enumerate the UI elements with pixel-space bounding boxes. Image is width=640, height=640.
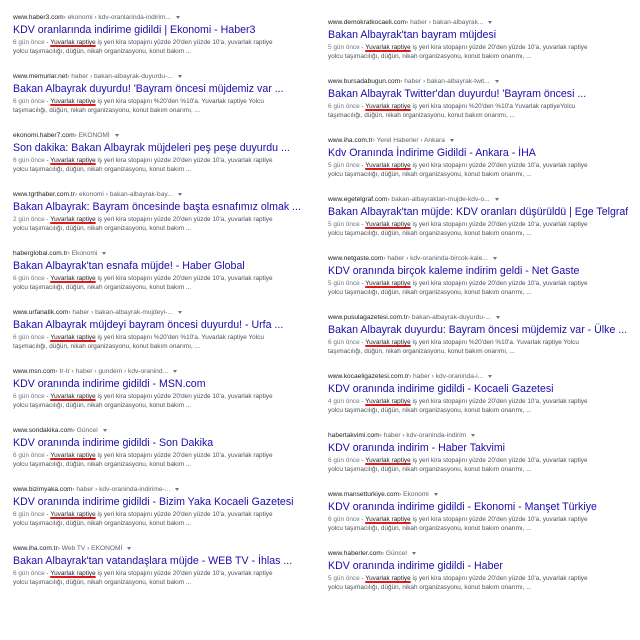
result-snippet: [328, 456, 628, 475]
snippet-line-2: taşımacılığı, düğün, nikah organizasyonu, konut bakım onarımı, ...: [328, 112, 515, 120]
highlighted-keyword: Yuvarlak raptiye: [365, 339, 411, 346]
result-url[interactable]: [13, 131, 309, 140]
search-result: [13, 485, 309, 529]
result-breadcrumb: › Yerel Haberler › Ankara: [372, 137, 445, 144]
result-date: 6 gün önce: [328, 339, 360, 346]
result-breadcrumb: › haber › bakan-albayrak-twit...: [400, 78, 490, 85]
result-snippet: [328, 102, 628, 121]
caret-down-icon[interactable]: [488, 375, 492, 378]
snippet-text: iş yeri kira stopajını yüzde 20'den yüzde 10'a, yuvarlak raptiye: [95, 511, 273, 518]
result-title-link[interactable]: Bakan Albayrak'tan esnafa müjde! - Haber Global: [13, 260, 245, 272]
result-snippet: [328, 574, 628, 593]
search-result: [328, 431, 628, 475]
search-result: [13, 13, 309, 57]
result-title-link[interactable]: KDV oranında indirime gidildi - Ekonomi - Manşet Türkiye: [328, 501, 597, 513]
snippet-dash: -: [44, 393, 51, 400]
highlighted-keyword: Yuvarlak raptiye: [365, 103, 411, 110]
snippet-text: iş yeri kira stopajını yüzde 20'den yüzde 10'a, yuvarlak raptiye: [95, 452, 273, 459]
search-result: [328, 372, 628, 416]
result-date: 6 gün önce: [13, 334, 45, 341]
result-breadcrumb: › Ekonomi: [399, 491, 429, 498]
highlighted-keyword: Yuvarlak raptiye: [50, 511, 96, 518]
result-breadcrumb: › haber › kdv-oraninda-bircok-kale...: [383, 255, 488, 262]
result-domain: www.iha.com.tr: [328, 137, 373, 144]
caret-down-icon[interactable]: [495, 198, 499, 201]
snippet-dash: -: [44, 570, 51, 577]
result-title-link[interactable]: Son dakika: Bakan Albayrak müjdeleri peş peşe duyurdu ...: [13, 142, 290, 154]
highlighted-keyword: Yuvarlak raptiye: [50, 334, 96, 341]
highlighted-keyword: Yuvarlak raptiye: [50, 157, 96, 164]
snippet-text: iş yeri kira stopajını yüzde 20'den yüzde 10'a, yuvarlak raptiye: [410, 221, 588, 228]
snippet-line-2: yolcu taşımacılığı, düğün, nikah organizasyonu, konut bakım ...: [13, 461, 192, 469]
snippet-line-2: yolcu taşımacılığı, düğün, nikah organizasyonu, konut bakım onarımı, ...: [328, 584, 532, 592]
search-result: [328, 313, 628, 357]
result-breadcrumb: › bakan-albayraktan-mujde-kdv-o...: [387, 196, 490, 203]
snippet-line-2: yolcu taşımacılığı, düğün, nikah organizasyonu, konut bakım onarımı, ...: [328, 407, 532, 415]
result-url[interactable]: [13, 367, 309, 376]
highlighted-keyword: Yuvarlak raptiye: [365, 44, 411, 51]
snippet-line-1: [328, 43, 628, 52]
snippet-text: iş yeri kira stopajını %20'den %10'a. Yuvarlak raptiye Yolcu: [410, 339, 579, 346]
snippet-text: iş yeri kira stopajını yüzde 20'den yüzde 10'a, yuvarlak raptiye: [95, 216, 273, 223]
highlighted-keyword: Yuvarlak raptiye: [365, 221, 411, 228]
result-title-link[interactable]: Bakan Albayrak Twitter'dan duyurdu! 'Bayram öncesi ...: [328, 88, 587, 100]
search-result: [13, 367, 309, 411]
result-url[interactable]: [13, 72, 309, 81]
result-title-link[interactable]: KDV oranında indirim - Haber Takvimi: [328, 442, 506, 454]
highlighted-keyword: Yuvarlak raptiye: [50, 570, 96, 577]
search-result: [328, 18, 628, 62]
snippet-text: iş yeri kira stopajını yüzde 20'den yüzde 10'a, yuvarlak raptiye: [410, 575, 588, 582]
result-url[interactable]: [13, 544, 309, 553]
result-snippet: [13, 97, 309, 116]
highlighted-keyword: Yuvarlak raptiye: [365, 280, 411, 287]
result-snippet: [328, 397, 628, 416]
snippet-line-1: [13, 392, 309, 401]
search-result: [13, 249, 309, 293]
result-title-link[interactable]: KDV oranında indirime gidildi - Son Dakika: [13, 437, 214, 449]
snippet-dash: -: [359, 162, 366, 169]
result-domain: www.mansetturkiye.com: [328, 491, 400, 498]
result-domain: www.urfanatik.com: [13, 309, 69, 316]
result-title-link[interactable]: Bakan Albayrak duyurdu! 'Bayram öncesi müjdemiz var ...: [13, 83, 284, 95]
result-title-link[interactable]: Bakan Albayrak'tan müjde: KDV oranları düşürüldü | Ege Telgraf: [328, 206, 628, 218]
search-result: [328, 195, 628, 239]
highlighted-keyword: Yuvarlak raptiye: [50, 216, 96, 223]
snippet-dash: -: [44, 334, 51, 341]
result-snippet: [13, 510, 309, 529]
result-breadcrumb: › Güncel: [381, 550, 407, 557]
snippet-line-2: yolcu taşımacılığı, düğün, nikah organizasyonu, konut bakım onarımı, ...: [328, 171, 532, 179]
caret-down-icon[interactable]: [178, 311, 182, 314]
search-result: [13, 190, 309, 234]
caret-down-icon[interactable]: [178, 193, 182, 196]
result-snippet: [328, 220, 628, 239]
result-date: 5 gün önce: [328, 221, 360, 228]
result-url[interactable]: [13, 485, 309, 494]
result-date: 6 gün önce: [13, 157, 45, 164]
result-domain: www.haber3.com: [13, 14, 64, 21]
highlighted-keyword: Yuvarlak raptiye: [365, 575, 411, 582]
snippet-line-1: [328, 456, 628, 465]
caret-down-icon[interactable]: [434, 493, 438, 496]
snippet-line-1: [13, 510, 309, 519]
snippet-line-1: [328, 220, 628, 229]
result-domain: www.msn.com: [13, 368, 56, 375]
result-snippet: [13, 569, 309, 588]
snippet-text: iş yeri kira stopajını yüzde 20'den yüzde 10'a, yuvarlak raptiye: [410, 280, 588, 287]
snippet-line-2: taşımacılığı, düğün, nikah organizasyonu, konut bakım onarımı, ...: [13, 107, 200, 115]
result-url[interactable]: [328, 18, 628, 27]
highlighted-keyword: Yuvarlak raptiye: [50, 98, 96, 105]
result-title-link[interactable]: Bakan Albayrak'tan vatandaşlara müjde - WEB TV - İhlas ...: [13, 555, 293, 567]
result-domain: haberglobal.com.tr: [13, 250, 68, 257]
caret-down-icon[interactable]: [102, 252, 106, 255]
snippet-line-1: [328, 338, 628, 347]
result-domain: habertakvimi.com: [328, 432, 380, 439]
result-url[interactable]: [13, 190, 309, 199]
result-snippet: [328, 338, 628, 357]
caret-down-icon[interactable]: [127, 547, 131, 550]
snippet-text: iş yeri kira stopajını yüzde 20'den yüzde 10'a, yuvarlak raptiye: [95, 570, 273, 577]
snippet-line-2: taşımacılığı, düğün, nikah organizasyonu, konut bakım onarımı, ...: [13, 343, 200, 351]
search-result: [328, 490, 628, 534]
snippet-text: iş yeri kira stopajını yüzde 20'den yüzde 10'a, yuvarlak raptiye: [410, 44, 588, 51]
caret-down-icon[interactable]: [103, 429, 107, 432]
result-domain: www.bizimyaka.com: [13, 486, 73, 493]
snippet-line-1: [13, 97, 309, 106]
snippet-dash: -: [359, 516, 366, 523]
snippet-text: iş yeri kira stopajını yüzde 20'den yüzde 10'a, yuvarlak raptiye: [95, 275, 273, 282]
result-date: 6 gün önce: [13, 98, 45, 105]
caret-down-icon[interactable]: [176, 16, 180, 19]
result-breadcrumb: › haber › bakan-albayrak-duyurdu-...: [67, 73, 173, 80]
result-url[interactable]: [328, 313, 628, 322]
snippet-line-2: yolcu taşımacılığı, düğün, nikah organizasyonu, konut bakım onarımı, ...: [328, 525, 532, 533]
result-breadcrumb: › haber › bakan-albayrak-mujdeyi-...: [68, 309, 173, 316]
caret-down-icon[interactable]: [115, 134, 119, 137]
snippet-dash: -: [359, 339, 366, 346]
caret-down-icon[interactable]: [496, 316, 500, 319]
result-title-link[interactable]: Bakan Albayrak duyurdu: Bayram öncesi müjdemiz var - Ülke ...: [328, 324, 628, 336]
result-snippet: [13, 451, 309, 470]
result-date: 6 gün önce: [13, 452, 45, 459]
snippet-text: iş yeri kira stopajını yüzde 20'den yüzde 10'a, yuvarlak raptiye: [410, 162, 588, 169]
snippet-line-2: yolcu taşımacılığı, düğün, nikah organizasyonu, konut bakım ...: [13, 520, 192, 528]
result-breadcrumb: › bakan-albayrak-duyurdu-...: [407, 314, 491, 321]
snippet-dash: -: [44, 157, 51, 164]
caret-down-icon[interactable]: [412, 552, 416, 555]
snippet-line-2: yolcu taşımacılığı, düğün, nikah organizasyonu, konut bakım ...: [13, 579, 192, 587]
result-title-link[interactable]: Bakan Albayrak müjdeyi bayram öncesi duyurdu! - Urfa ...: [13, 319, 284, 331]
result-url[interactable]: [328, 195, 628, 204]
caret-down-icon[interactable]: [493, 257, 497, 260]
result-url[interactable]: [328, 77, 628, 86]
snippet-line-1: [328, 279, 628, 288]
result-title-link[interactable]: Kdv Oranında İndirime Gidildi - Ankara - İHA: [328, 147, 536, 159]
result-url[interactable]: [328, 372, 628, 381]
snippet-text: iş yeri kira stopajını yüzde 20'den yüzde 10'a, yuvarlak raptiye: [410, 516, 588, 523]
snippet-line-2: yolcu taşımacılığı, düğün, nikah organizasyonu, konut bakım ...: [13, 402, 192, 410]
snippet-line-2: yolcu taşımacılığı, düğün, nikah organizasyonu, konut bakım onarımı, ...: [328, 289, 532, 297]
result-domain: www.haberler.com: [328, 550, 382, 557]
snippet-dash: -: [44, 39, 51, 46]
caret-down-icon[interactable]: [495, 80, 499, 83]
result-url[interactable]: [328, 431, 628, 440]
snippet-dash: -: [359, 221, 366, 228]
result-breadcrumb: › haber › kdv-oraninda-indirim: [379, 432, 467, 439]
caret-down-icon[interactable]: [173, 370, 177, 373]
result-date: 5 gün önce: [328, 162, 360, 169]
snippet-line-2: yolcu taşımacılığı, düğün, nikah organizasyonu, konut bakım ...: [13, 284, 192, 292]
snippet-dash: -: [359, 457, 366, 464]
result-url[interactable]: [328, 254, 628, 263]
result-title-link[interactable]: KDV oranlarında indirime gidildi | Ekonomi - Haber3: [13, 24, 256, 36]
result-url[interactable]: [328, 549, 628, 558]
snippet-line-1: [13, 274, 309, 283]
result-domain: www.kocaeligazetesi.com.tr: [328, 373, 409, 380]
snippet-line-1: [328, 574, 628, 583]
result-date: 6 gün önce: [13, 511, 45, 518]
search-result: [13, 426, 309, 470]
result-breadcrumb: › ekonomi › bakan-albayrak-bay...: [74, 191, 173, 198]
search-result: [13, 72, 309, 116]
snippet-line-2: yolcu taşımacılığı, düğün, nikah organizasyonu, konut bakım onarımı, ...: [328, 230, 532, 238]
snippet-line-1: [13, 451, 309, 460]
snippet-line-1: [13, 333, 309, 342]
result-domain: www.bursadabugun.com: [328, 78, 401, 85]
snippet-dash: -: [44, 98, 51, 105]
caret-down-icon[interactable]: [178, 75, 182, 78]
result-breadcrumb: › tr-tr › haber › gundem › kdv-oranind...: [55, 368, 168, 375]
search-result: [328, 549, 628, 593]
result-title-link[interactable]: KDV oranında indirime gidildi - MSN.com: [13, 378, 206, 390]
result-snippet: [13, 392, 309, 411]
result-snippet: [13, 156, 309, 175]
caret-down-icon[interactable]: [450, 139, 454, 142]
snippet-text: iş yeri kira stopajını yüzde 20'den yüzde 10'a, yuvarlak raptiye: [410, 398, 588, 405]
result-domain: www.iha.com.tr: [13, 545, 58, 552]
result-breadcrumb: › Güncel: [72, 427, 98, 434]
result-domain: www.tgrthaber.com.tr: [13, 191, 75, 198]
snippet-line-2: yolcu taşımacılığı, düğün, nikah organizasyonu, konut bakım ...: [13, 225, 192, 233]
result-url[interactable]: [328, 136, 628, 145]
result-date: 2 gün önce: [13, 216, 45, 223]
result-date: 6 gün önce: [328, 516, 360, 523]
highlighted-keyword: Yuvarlak raptiye: [50, 393, 96, 400]
result-breadcrumb: › EKONOMİ: [74, 132, 110, 139]
snippet-line-1: [13, 38, 309, 47]
caret-down-icon[interactable]: [471, 434, 475, 437]
result-title-link[interactable]: Bakan Albayrak'tan bayram müjdesi: [328, 29, 497, 41]
snippet-line-2: taşımacılığı, düğün, nikah organizasyonu, konut bakım onarımı, ...: [328, 348, 515, 356]
snippet-line-2: yolcu taşımacılığı, düğün, nikah organizasyonu, konut bakım onarımı, ...: [328, 53, 532, 61]
snippet-dash: -: [359, 44, 366, 51]
search-result: [13, 544, 309, 588]
result-snippet: [13, 333, 309, 352]
result-breadcrumb: › ekonomi › kdv-oranlarinda-indirim...: [63, 14, 171, 21]
result-snippet: [13, 38, 309, 57]
result-snippet: [328, 515, 628, 534]
result-title-link[interactable]: KDV oranında indirime gidildi - Bizim Yaka Kocaeli Gazetesi: [13, 496, 294, 508]
result-domain: ekonomi.haber7.com: [13, 132, 75, 139]
snippet-line-1: [13, 215, 309, 224]
snippet-line-1: [328, 515, 628, 524]
caret-down-icon[interactable]: [175, 488, 179, 491]
highlighted-keyword: Yuvarlak raptiye: [50, 275, 96, 282]
result-date: 5 gün önce: [328, 575, 360, 582]
snippet-text: iş yeri kira stopajını yüzde 20'den yüzde 10'a, yuvarlak raptiye: [410, 457, 588, 464]
result-breadcrumb: › haber › bakan-albayrak...: [406, 19, 484, 26]
search-result: [13, 131, 309, 175]
snippet-line-1: [328, 102, 628, 111]
result-domain: www.demokratkocaeli.com: [328, 19, 407, 26]
result-date: 6 gün önce: [13, 39, 45, 46]
snippet-dash: -: [44, 275, 51, 282]
snippet-text: iş yeri kira stopajını yüzde 20'den yüzde 10'a, yuvarlak raptiye: [95, 393, 273, 400]
snippet-line-2: yolcu taşımacılığı, düğün, nikah organizasyonu, konut bakım onarımı, ...: [328, 466, 532, 474]
result-url[interactable]: [13, 249, 309, 258]
snippet-line-1: [13, 569, 309, 578]
snippet-text: iş yeri kira stopajını %20'den %10'a Yuvarlak raptiyeYolcu: [410, 103, 576, 110]
search-result: [328, 77, 628, 121]
snippet-dash: -: [44, 511, 51, 518]
snippet-dash: -: [359, 575, 366, 582]
result-title-link[interactable]: Bakan Albayrak: Bayram öncesinde başta esnafımız olmak ...: [13, 201, 301, 213]
result-date: 6 gün önce: [13, 570, 45, 577]
result-url[interactable]: [13, 308, 309, 317]
highlighted-keyword: Yuvarlak raptiye: [365, 516, 411, 523]
snippet-dash: -: [44, 452, 51, 459]
snippet-line-2: yolcu taşımacılığı, düğün, nikah organizasyonu, konut bakım ...: [13, 48, 192, 56]
search-result: [328, 254, 628, 298]
snippet-text: iş yeri kira stopajını yüzde 20'den yüzde 10'a, yuvarlak raptiye: [95, 157, 273, 164]
snippet-dash: -: [359, 280, 366, 287]
snippet-line-1: [328, 161, 628, 170]
highlighted-keyword: Yuvarlak raptiye: [365, 457, 411, 464]
snippet-text: iş yeri kira stopajını yüzde 20'den yüzde 10'a, yuvarlak raptiye: [95, 39, 273, 46]
result-domain: www.netgaste.com: [328, 255, 384, 262]
result-breadcrumb: › Web TV › EKONOMİ: [57, 545, 123, 552]
result-date: 5 gün önce: [328, 280, 360, 287]
search-result: [13, 308, 309, 352]
result-snippet: [328, 161, 628, 180]
result-date: 6 gün önce: [13, 275, 45, 282]
result-date: 6 gün önce: [13, 393, 45, 400]
result-date: 4 gün önce: [328, 398, 360, 405]
result-breadcrumb: › haber › kdv-oraninda-i...: [409, 373, 484, 380]
result-domain: www.sondakika.com: [13, 427, 73, 434]
snippet-line-1: [13, 156, 309, 165]
result-snippet: [13, 274, 309, 293]
snippet-dash: -: [44, 216, 51, 223]
result-snippet: [13, 215, 309, 234]
result-title-link[interactable]: KDV oranında indirime gidildi - Kocaeli Gazetesi: [328, 383, 554, 395]
result-snippet: [328, 279, 628, 298]
result-url[interactable]: [328, 490, 628, 499]
result-date: 6 gün önce: [328, 103, 360, 110]
highlighted-keyword: Yuvarlak raptiye: [50, 39, 96, 46]
result-url[interactable]: [13, 13, 309, 22]
snippet-line-1: [328, 397, 628, 406]
highlighted-keyword: Yuvarlak raptiye: [365, 398, 411, 405]
snippet-dash: -: [359, 398, 366, 405]
result-breadcrumb: › Ekonomi: [67, 250, 98, 257]
result-date: 5 gün önce: [328, 44, 360, 51]
snippet-dash: -: [359, 103, 366, 110]
snippet-line-2: yolcu taşımacılığı, düğün, nikah organizasyonu, konut bakım ...: [13, 166, 192, 174]
result-domain: www.memurlar.net: [13, 73, 68, 80]
result-domain: www.egetelgraf.com: [328, 196, 388, 203]
result-date: 6 gün önce: [328, 457, 360, 464]
highlighted-keyword: Yuvarlak raptiye: [365, 162, 411, 169]
search-result: [328, 136, 628, 180]
result-snippet: [328, 43, 628, 62]
result-url[interactable]: [13, 426, 309, 435]
caret-down-icon[interactable]: [488, 21, 492, 24]
snippet-text: iş yeri kira stopajını %20'den %10'a. Yuvarlak raptiye Yolcu: [95, 98, 264, 105]
result-title-link[interactable]: KDV oranında birçok kaleme indirim geldi - Net Gaste: [328, 265, 580, 277]
highlighted-keyword: Yuvarlak raptiye: [50, 452, 96, 459]
result-breadcrumb: › haber › kdv-oraninda-indirime-...: [72, 486, 171, 493]
result-title-link[interactable]: KDV oranında indirime gidildi - Haber: [328, 560, 503, 572]
result-domain: www.pusulagazetesi.com.tr: [328, 314, 408, 321]
snippet-text: iş yeri kira stopajını %20'den %10'a. Yuvarlak raptiye Yolcu: [95, 334, 264, 341]
